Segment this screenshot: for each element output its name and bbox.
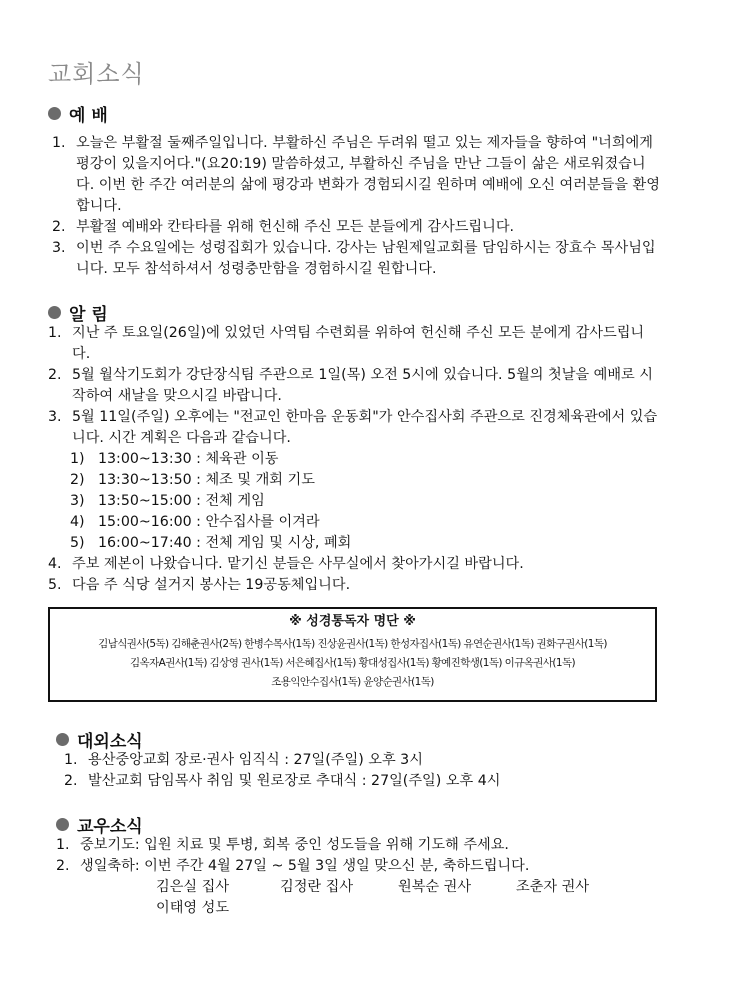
item-text: 5월 11일(주일) 오후에는 "전교인 한마음 운동회"가 안수집사회 주관으로 진경체육관에서 있습니다. 시간 계획은 다음과 같습니다.	[72, 409, 658, 446]
members-heading-label: 교우소식	[77, 817, 143, 837]
schedule-number: 2)	[70, 472, 85, 488]
bible-box-line: 조용익안수집사(1독) 윤양순권사(1독)	[271, 676, 434, 688]
item-text: 용산중앙교회 장로·권사 임직식 : 27일(주일) 오후 3시	[88, 752, 423, 768]
schedule-text: 16:00~17:40 : 전체 게임 및 시상, 폐회	[98, 535, 352, 551]
schedule-number: 4)	[70, 514, 85, 530]
schedule-text: 13:30~13:50 : 체조 및 개회 기도	[98, 472, 315, 488]
schedule-item	[48, 533, 660, 554]
schedule-number: 5)	[70, 535, 85, 551]
bible-box-line: 김남식권사(5독) 김해춘권사(2독) 한병수목사(1독) 진상윤권사(1독) 한성자집사(1독) 유연순권사(1독) 권화구권사(1독)	[98, 638, 607, 650]
list-item	[64, 750, 664, 771]
birthday-name: 이태영 성도	[156, 900, 230, 916]
list-item	[48, 554, 660, 575]
item-text: 다음 주 식당 설거지 봉사는 19공동체입니다.	[72, 577, 351, 593]
list-item	[52, 133, 662, 217]
list-item	[48, 365, 660, 407]
birthday-name: 조춘자 권사	[516, 879, 590, 895]
item-number: 3.	[48, 409, 62, 425]
schedule-item	[48, 512, 660, 533]
schedule-item	[48, 449, 660, 470]
bible-box-title: ※ 성경통독자 명단 ※	[289, 614, 416, 629]
schedule-text: 15:00~16:00 : 안수집사를 이겨라	[98, 514, 320, 530]
schedule-item	[48, 491, 660, 512]
item-number: 1.	[48, 325, 62, 341]
item-number: 4.	[48, 556, 62, 572]
members-list	[56, 835, 676, 877]
notice-list	[48, 323, 660, 596]
item-number: 3.	[52, 240, 66, 256]
birthday-name: 김정란 집사	[280, 879, 354, 895]
worship-heading-label: 예 배	[69, 106, 108, 126]
item-text: 이번 주 수요일에는 성령집회가 있습니다. 강사는 남원제일교회를 담임하시는 장효수 목사님입니다. 모두 참석하셔서 성령충만함을 경험하시길 원합니다.	[76, 240, 656, 277]
worship-list	[52, 133, 662, 280]
item-number: 2.	[64, 773, 78, 789]
item-number: 1.	[56, 837, 70, 853]
bullet-icon	[48, 107, 61, 120]
schedule-text: 13:50~15:00 : 전체 게임	[98, 493, 265, 509]
item-text: 중보기도: 입원 치료 및 투병, 회복 중인 성도들을 위해 기도해 주세요.	[80, 837, 509, 853]
schedule-text: 13:00~13:30 : 체육관 이동	[98, 451, 279, 467]
item-text: 주보 제본이 나왔습니다. 맡기신 분들은 사무실에서 찾아가시길 바랍니다.	[72, 556, 524, 572]
item-text: 5월 월삭기도회가 강단장식팀 주관으로 1일(목) 오전 5시에 있습니다. 5월의 첫날을 예배로 시작하여 새날을 맞으시길 바랍니다.	[72, 367, 653, 404]
list-item	[48, 575, 660, 596]
notice-heading	[48, 300, 108, 325]
item-number: 2.	[52, 219, 66, 235]
worship-heading	[48, 101, 108, 126]
item-text: 오늘은 부활절 둘째주일입니다. 부활하신 주님은 두려워 떨고 있는 제자들을 향하여 "너희에게 평강이 있을지어다."(요20:19) 말씀하셨고, 부활하신 주님을 만난 그들이 삶은 새로워졌습니다. 이번 한 주간 여러분의 삶에 평강과 변화가 경험되시길 원하며 예배에 오신 여러분들을 환영합니다.	[76, 135, 660, 214]
list-item	[52, 238, 662, 280]
external-list	[64, 750, 664, 792]
item-number: 2.	[56, 858, 70, 874]
birthday-names-row	[156, 898, 656, 919]
bullet-icon	[56, 818, 69, 831]
item-number: 5.	[48, 577, 62, 593]
bible-box-line: 김옥자A권사(1독) 김상영 권사(1독) 서은혜집사(1독) 황대성집사(1독) 황예진학생(1독) 이규옥권사(1독)	[130, 657, 575, 669]
list-item	[48, 407, 660, 449]
bible-reading-box	[48, 607, 657, 702]
schedule-item	[48, 470, 660, 491]
bullet-icon	[56, 733, 69, 746]
list-item	[56, 856, 676, 877]
item-text: 발산교회 담임목사 취임 및 원로장로 추대식 : 27일(주일) 오후 4시	[88, 773, 501, 789]
list-item	[56, 835, 676, 856]
notice-heading-label: 알 림	[69, 305, 108, 325]
members-heading	[56, 812, 143, 837]
external-heading	[56, 727, 143, 752]
schedule-number: 1)	[70, 451, 85, 467]
schedule-number: 3)	[70, 493, 85, 509]
item-text: 지난 주 토요일(26일)에 있었던 사역팀 수련회를 위하여 헌신해 주신 모든 분에게 감사드립니다.	[72, 325, 645, 362]
external-heading-label: 대외소식	[77, 732, 143, 752]
birthday-name: 김은실 집사	[156, 879, 230, 895]
page-title: 교회소식	[48, 60, 145, 88]
item-text: 생일축하: 이번 주간 4월 27일 ~ 5월 3일 생일 맞으신 분, 축하드립니다.	[80, 858, 530, 874]
item-text: 부활절 예배와 칸타타를 위해 헌신해 주신 모든 분들에게 감사드립니다.	[76, 219, 515, 235]
item-number: 1.	[52, 135, 66, 151]
list-item	[64, 771, 664, 792]
list-item	[48, 323, 660, 365]
birthday-names	[156, 877, 656, 919]
birthday-names-row	[156, 877, 656, 898]
birthday-name: 원복순 권사	[398, 879, 472, 895]
item-number: 2.	[48, 367, 62, 383]
item-number: 1.	[64, 752, 78, 768]
bullet-icon	[48, 306, 61, 319]
list-item	[52, 217, 662, 238]
